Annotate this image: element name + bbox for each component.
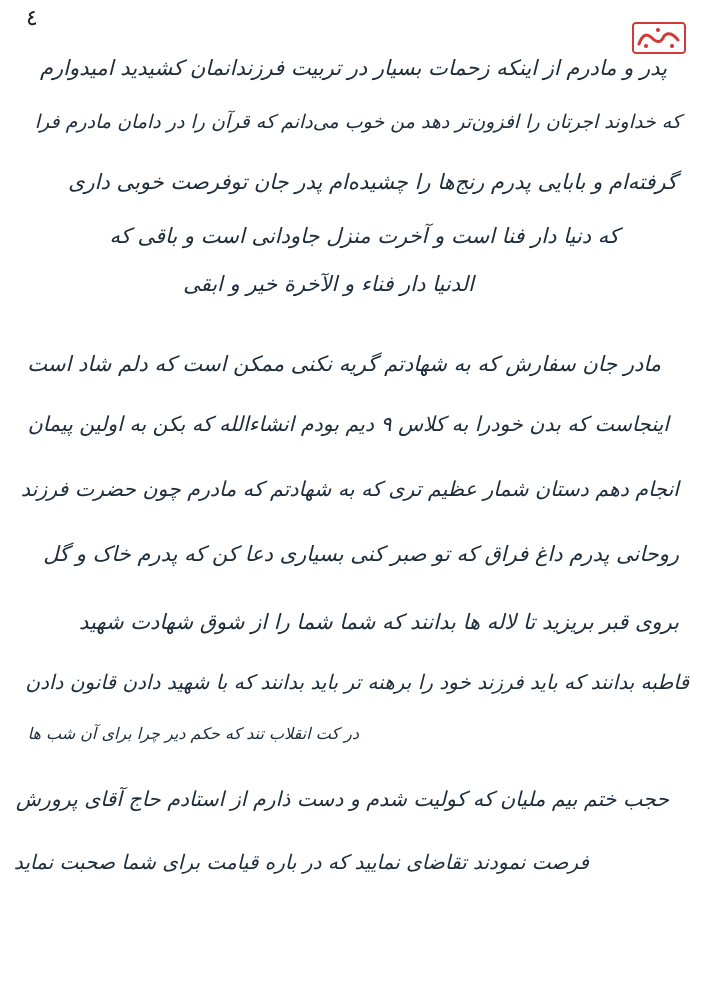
letter-line: انجام دهم دستان شمار عظیم تری که به شهادتم که مادرم چون حضرت فرزند <box>20 477 679 501</box>
letter-line: بروی قبر بریزید تا لاله ها بدانند که شما شما را از شوق شهادت شهید <box>78 610 679 634</box>
letter-line: مادر جان سفارش که به شهادتم گریه نکنی ممکن است که دلم شاد است <box>27 352 661 376</box>
letter-line: که خداوند اجرتان را افزون‌تر دهد من خوب می‌دانم که قرآن را در دامان مادرم فرا <box>34 111 681 133</box>
letter-line: اینجاست که بدن خودرا به کلاس ۹ دیم بودم انشاءالله که بکن به اولین پیمان <box>27 412 669 436</box>
letter-line: روحانی پدرم داغ فراق که تو صبر کنی بسیاری دعا کن که پدرم خاک و گل <box>43 542 679 566</box>
letter-line: در کت انقلاب تند که حکم دیر چرا برای آن شب ها <box>27 724 359 743</box>
letter-line: که دنیا دار فنا است و آخرت منزل جاودانی است و باقی که <box>109 224 619 248</box>
letter-line: پدر و مادرم از اینکه زحمات بسیار در تربیت فرزندانمان کشیدید امیدوارم <box>40 56 667 80</box>
letter-line: حجب ختم بیم ملیان که کولیت شدم و دست ذارم از استادم حاج آقای پرورش <box>15 787 669 811</box>
letter-line: قاطبه بدانند که باید فرزند خود را برهنه تر باید بدانند که با شهید دادن قانون دادن <box>25 670 689 694</box>
page-number-mark: ٤ <box>26 6 38 31</box>
letter-line: الدنیا دار فناء و الآخرة خیر و ابقی <box>183 272 474 296</box>
letter-line: فرصت نمودند تقاضای نمایید که در باره قیامت برای شما صحبت نماید <box>13 850 589 874</box>
letter-line: گرفته‌ام و بابایی پدرم رنج‌ها را چشیده‌ام پدر جان توفرصت خوبی داری <box>68 170 677 194</box>
